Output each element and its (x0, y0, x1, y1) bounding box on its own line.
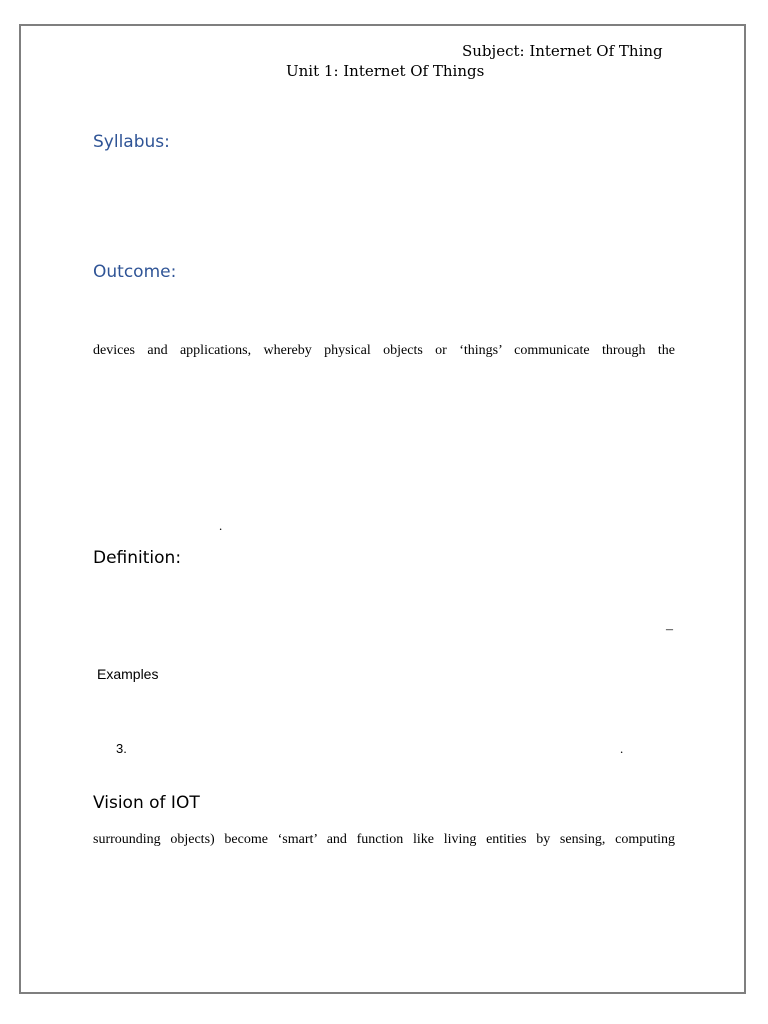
unit-title: Unit 1: Internet Of Things (286, 62, 485, 80)
vision-heading: Vision of IOT (93, 793, 200, 813)
definition-dash: – (666, 622, 673, 637)
outcome-trailing-dot: . (219, 518, 223, 533)
examples-heading: Examples (97, 666, 159, 682)
subject-header: Subject: Internet Of Thing (462, 42, 663, 60)
vision-text-line: surrounding objects) become ‘smart’ and function like living entities by sensing, computing (93, 832, 675, 847)
definition-heading: Definition: (93, 548, 182, 568)
outcome-heading: Outcome: (93, 262, 177, 282)
page-border (19, 24, 746, 994)
examples-item-number: 3. (116, 741, 127, 756)
outcome-text-line: devices and applications, whereby physical objects or ‘things’ communicate through the (93, 343, 675, 358)
syllabus-heading: Syllabus: (93, 132, 170, 152)
examples-item-dot: . (620, 741, 624, 756)
